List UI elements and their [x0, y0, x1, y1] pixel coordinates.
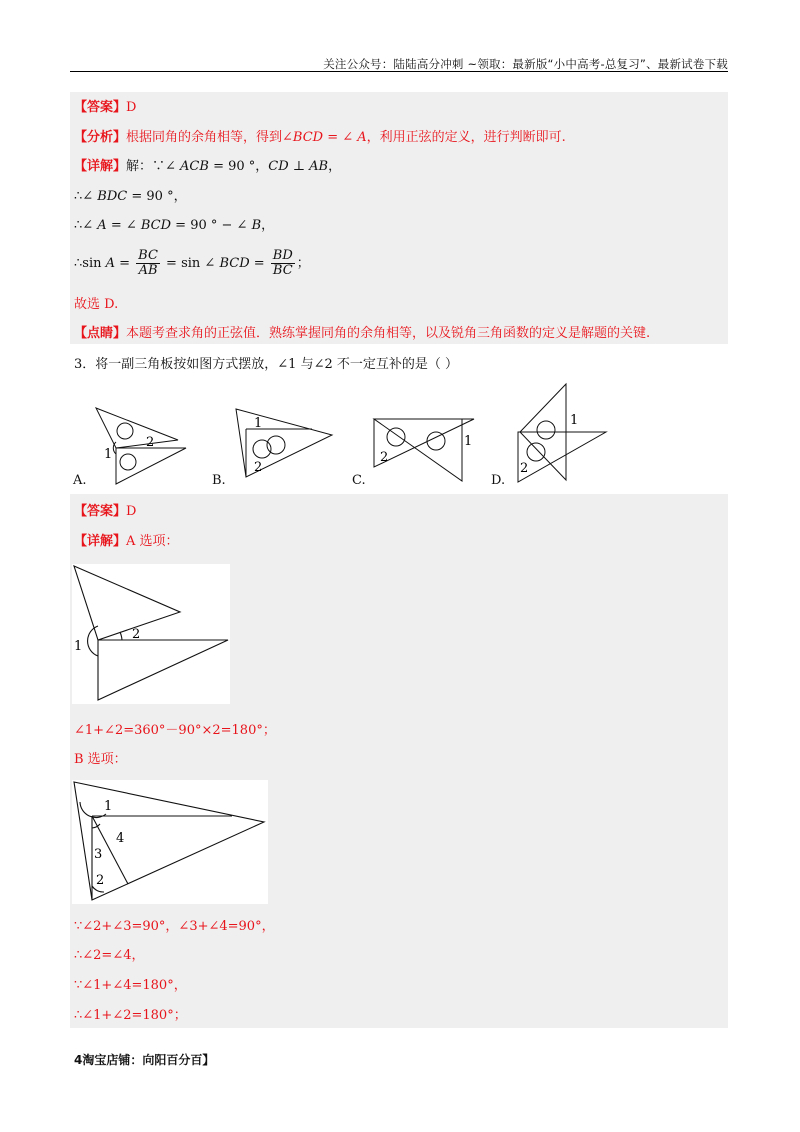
option-d-label: D.	[491, 473, 506, 488]
option-b-title: B 选项：	[74, 752, 127, 767]
option-c-figure	[370, 413, 482, 485]
math: A	[105, 256, 115, 271]
option-a-figure	[92, 404, 192, 486]
option-d-figure	[510, 380, 610, 486]
triangle-shape	[518, 432, 606, 482]
option-b-line-4: ∴∠1+∠2=180°；	[74, 1008, 187, 1023]
detail-option-a: A 选项：	[126, 534, 179, 549]
detail-text: = sin ∠	[161, 256, 220, 271]
detail-text: ，	[261, 218, 275, 233]
fraction-denominator: AB	[138, 263, 158, 278]
detail-text: ∴sin	[74, 256, 106, 271]
q2-analysis-line	[74, 129, 566, 147]
detail-tag: 【详解】	[74, 159, 127, 174]
detail-text: ∴∠	[74, 189, 98, 204]
option-a-label: A.	[73, 473, 87, 488]
circle-shape	[117, 423, 133, 439]
shop-name: 淘宝店铺：向阳百分百】	[82, 1053, 215, 1067]
detail-text: =	[115, 256, 135, 271]
triangle-shape	[96, 408, 178, 448]
page-number: 4	[74, 1053, 83, 1067]
math: ACB	[180, 159, 209, 174]
comment-tag: 【点睛】	[74, 326, 127, 341]
answer-value: D	[126, 100, 137, 115]
math: B	[251, 218, 262, 233]
option-b-figure	[232, 405, 340, 485]
math: A	[97, 218, 107, 233]
angle-label: 2	[132, 627, 141, 642]
math: CD	[268, 159, 289, 174]
circle-shape	[387, 428, 405, 446]
angle-label: 1	[464, 434, 473, 449]
angle-label: 1	[104, 799, 113, 814]
analysis-text: 根据同角的余角相等，得到∠	[126, 130, 293, 145]
angle-label: 3	[94, 847, 103, 862]
q2-detail-line-2	[74, 188, 187, 206]
circle-shape	[120, 454, 136, 470]
detail-text: ，	[328, 159, 342, 174]
math: AB	[309, 159, 329, 174]
detail-text: = 90 ° − ∠	[171, 218, 252, 233]
option-b-line-3: ∵∠1+∠4=180°，	[74, 978, 187, 993]
circle-shape	[527, 443, 545, 461]
detail-text: =	[249, 256, 269, 271]
angle-label: 4	[116, 831, 125, 846]
angle-label: 1	[254, 416, 263, 431]
option-b-line-2: ∴∠2=∠4，	[74, 948, 145, 963]
option-b-label: B.	[212, 473, 226, 488]
option-a-formula: ∠1+∠2=360°－90°×2=180°；	[74, 723, 276, 738]
angle-label: 1	[104, 447, 113, 462]
q2-answer-line	[74, 99, 136, 117]
detail-text: = 90 °，	[208, 159, 269, 174]
detail-text: ；	[296, 256, 310, 271]
detail-text: ⊥	[288, 159, 310, 174]
angle-label: 2	[146, 435, 155, 450]
fraction-numerator: BD	[272, 248, 293, 263]
analysis-text: = ∠	[323, 130, 358, 145]
comment-text: 本题考查求角的正弦值．熟练掌握同角的余角相等，以及锐角三角函数的定义是解题的关键.	[126, 326, 651, 341]
q2-detail-line-3	[74, 217, 274, 235]
page-header: 关注公众号：陆陆高分冲刺 ~领取：最新版“小中高考-总复习”、最新试卷下载	[323, 57, 728, 71]
option-c-label: C.	[352, 473, 366, 488]
q2-detail-line-4	[74, 247, 310, 281]
detail-text: = ∠	[106, 218, 141, 233]
circle-shape	[427, 432, 445, 450]
q3-stem: 3．将一副三角板按如图方式摆放，∠1 与∠2 不一定互补的是（ ）	[74, 357, 458, 372]
q3-answer-line	[74, 503, 136, 521]
page-footer	[74, 1051, 214, 1068]
analysis-tag: 【分析】	[74, 130, 127, 145]
angle-label: 2	[520, 461, 529, 476]
angle-label: 2	[96, 873, 105, 888]
triangle-shape	[236, 409, 332, 477]
q2-conclusion: 故选 D.	[74, 297, 119, 312]
fraction-bd-bc	[271, 249, 295, 278]
detail-text: = 90 °，	[127, 189, 187, 204]
analysis-math: A	[357, 130, 367, 145]
math: BDC	[97, 189, 128, 204]
angle-label: 1	[74, 639, 83, 654]
detail-tag: 【详解】	[74, 534, 127, 549]
q3-detail-line	[74, 533, 179, 551]
analysis-text: ，利用正弦的定义，进行判断即可.	[366, 130, 566, 145]
option-b-line-1: ∵∠2+∠3=90°，∠3+∠4=90°，	[74, 919, 275, 934]
angle-label: 1	[570, 413, 579, 428]
angle-label: 2	[380, 450, 389, 465]
q2-detail-line-1	[74, 158, 341, 176]
option-a-detail-figure	[72, 564, 230, 704]
detail-text: ∴∠	[74, 218, 98, 233]
answer-tag: 【答案】	[74, 504, 127, 519]
q2-comment-line	[74, 325, 650, 343]
header-rule	[70, 71, 728, 72]
angle-label: 2	[254, 460, 263, 475]
math: BCD	[140, 218, 172, 233]
math: BCD	[219, 256, 250, 271]
option-b-detail-figure	[72, 780, 268, 904]
analysis-math: BCD	[292, 130, 324, 145]
answer-value: D	[126, 504, 137, 519]
fraction-numerator: BC	[138, 248, 158, 263]
triangle-shape	[116, 448, 186, 484]
detail-text: 解：∵∠	[126, 159, 181, 174]
answer-tag: 【答案】	[74, 100, 127, 115]
circle-shape	[537, 421, 555, 439]
fraction-bc-ab	[136, 249, 160, 278]
fraction-denominator: BC	[272, 263, 293, 278]
